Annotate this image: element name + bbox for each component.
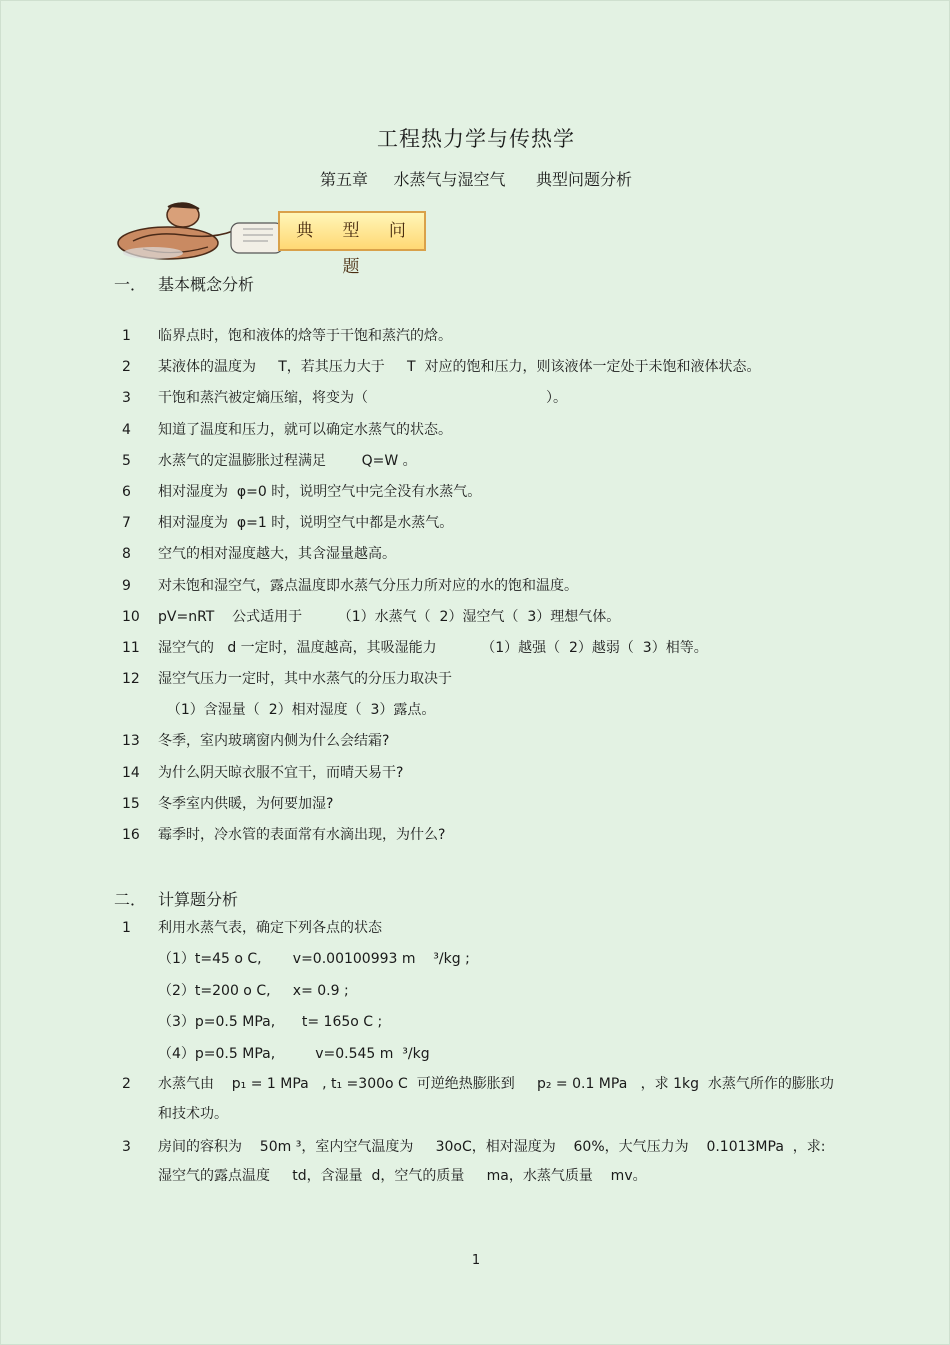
list-item (1, 1012, 950, 1032)
list-item (1, 825, 950, 845)
item-text: 霉季时，冷水管的表面常有水滴出现，为什么? (158, 827, 446, 843)
list-item (1, 918, 950, 938)
item-number: 12 (122, 671, 140, 687)
page-number: 1 (471, 1253, 481, 1268)
list-item (1, 513, 950, 533)
list-item (1, 1166, 950, 1186)
item-text: （4）p=0.5 MPa, v=0.545 m ³/kg (158, 1046, 430, 1062)
item-text: （1）t=45 o C, v=0.00100993 m ³/kg ; (158, 951, 470, 967)
banner (113, 201, 433, 277)
list-item (1, 451, 950, 471)
item-text: 相对湿度为 φ=0 时，说明空气中完全没有水蒸气。 (158, 484, 482, 500)
list-item (1, 1074, 950, 1094)
document-title: 工程热力学与传热学 (377, 127, 575, 151)
item-number: 2 (122, 1076, 131, 1092)
item-text: 湿空气压力一定时，其中水蒸气的分压力取决于 (158, 671, 452, 687)
section2-number: 二． (114, 890, 147, 909)
section1-title: 基本概念分析 (158, 275, 255, 294)
section2-heading (114, 887, 238, 910)
list-item (1, 1044, 950, 1064)
item-text: 水蒸气由 p₁ = 1 MPa , t₁ =300o C 可逆绝热膨胀到 p₂ = 0.1 MPa ，求 1kg 水蒸气所作的膨胀功 (158, 1076, 834, 1092)
item-number: 3 (122, 1139, 131, 1155)
item-number: 1 (122, 328, 131, 344)
list-item (1, 482, 950, 502)
item-text: （3）p=0.5 MPa, t= 165o C ; (158, 1014, 383, 1030)
list-item (1, 731, 950, 751)
item-number: 11 (122, 640, 140, 656)
list-item (1, 388, 950, 408)
item-text: 湿空气的 d 一定时，温度越高，其吸湿能力 （1）越强（ 2）越弱（ 3）相等。 (158, 640, 708, 656)
list-item (1, 544, 950, 564)
item-text: 冬季，室内玻璃窗内侧为什么会结霜? (158, 733, 390, 749)
item-text: 为什么阴天晾衣服不宜干，而晴天易干? (158, 765, 404, 781)
item-text: 干饱和蒸汽被定熵压缩，将变为（ ）。 (158, 390, 568, 406)
list-item (1, 794, 950, 814)
item-number: 8 (122, 546, 131, 562)
item-text: 相对湿度为 φ=1 时，说明空气中都是水蒸气。 (158, 515, 454, 531)
list-item (1, 700, 950, 720)
item-number: 14 (122, 765, 140, 781)
item-number: 10 (122, 609, 140, 625)
item-number: 2 (122, 359, 131, 375)
item-text: 空气的相对湿度越大，其含湿量越高。 (158, 546, 396, 562)
item-text: 水蒸气的定温膨胀过程满足 Q=W 。 (158, 453, 417, 469)
item-text: （2）t=200 o C, x= 0.9 ; (158, 983, 349, 999)
item-text: 对未饱和湿空气，露点温度即水蒸气分压力所对应的水的饱和温度。 (158, 578, 578, 594)
reading-person-illustration (113, 201, 293, 263)
item-text: 临界点时，饱和液体的焓等于干饱和蒸汽的焓。 (158, 328, 452, 344)
list-item (1, 763, 950, 783)
item-number: 15 (122, 796, 140, 812)
item-text: 知道了温度和压力，就可以确定水蒸气的状态。 (158, 422, 452, 438)
item-number: 16 (122, 827, 140, 843)
item-number: 4 (122, 422, 131, 438)
item-text: 某液体的温度为 T，若其压力大于 T 对应的饱和压力，则该液体一定处于未饱和液体状态。 (158, 359, 761, 375)
item-number: 3 (122, 390, 131, 406)
list-item (1, 638, 950, 658)
item-number: 9 (122, 578, 131, 594)
item-text: pV=nRT 公式适用于 （1）水蒸气（ 2）湿空气（ 3）理想气体。 (158, 609, 621, 625)
item-number: 6 (122, 484, 131, 500)
list-item (1, 1137, 950, 1157)
list-item (1, 949, 950, 969)
section1-number: 一． (114, 275, 147, 294)
list-item (1, 981, 950, 1001)
list-item (1, 607, 950, 627)
item-text: 湿空气的露点温度 td，含湿量 d，空气的质量 ma，水蒸气质量 mv。 (158, 1168, 647, 1184)
list-item (1, 326, 950, 346)
list-item (1, 669, 950, 689)
item-text: 房间的容积为 50m ³，室内空气温度为 30oC，相对湿度为 60%，大气压力为 0.1013MPa ，求: (158, 1139, 826, 1155)
list-item (1, 420, 950, 440)
chapter-subtitle: 第五章 水蒸气与湿空气 典型问题分析 (320, 170, 632, 189)
list-item (1, 357, 950, 377)
item-text: 利用水蒸气表，确定下列各点的状态 (158, 920, 382, 936)
item-number: 7 (122, 515, 131, 531)
item-text: 冬季室内供暖，为何要加湿? (158, 796, 334, 812)
item-number: 1 (122, 920, 131, 936)
section2-title: 计算题分析 (158, 890, 239, 909)
item-text: 和技术功。 (158, 1106, 228, 1122)
section1-heading (114, 272, 254, 295)
item-number: 5 (122, 453, 131, 469)
item-number: 13 (122, 733, 140, 749)
item-text: （1）含湿量（ 2）相对湿度（ 3）露点。 (158, 702, 436, 718)
list-item (1, 576, 950, 596)
typical-problems-badge: 典 型 问 题 (278, 211, 426, 251)
list-item (1, 1104, 950, 1124)
